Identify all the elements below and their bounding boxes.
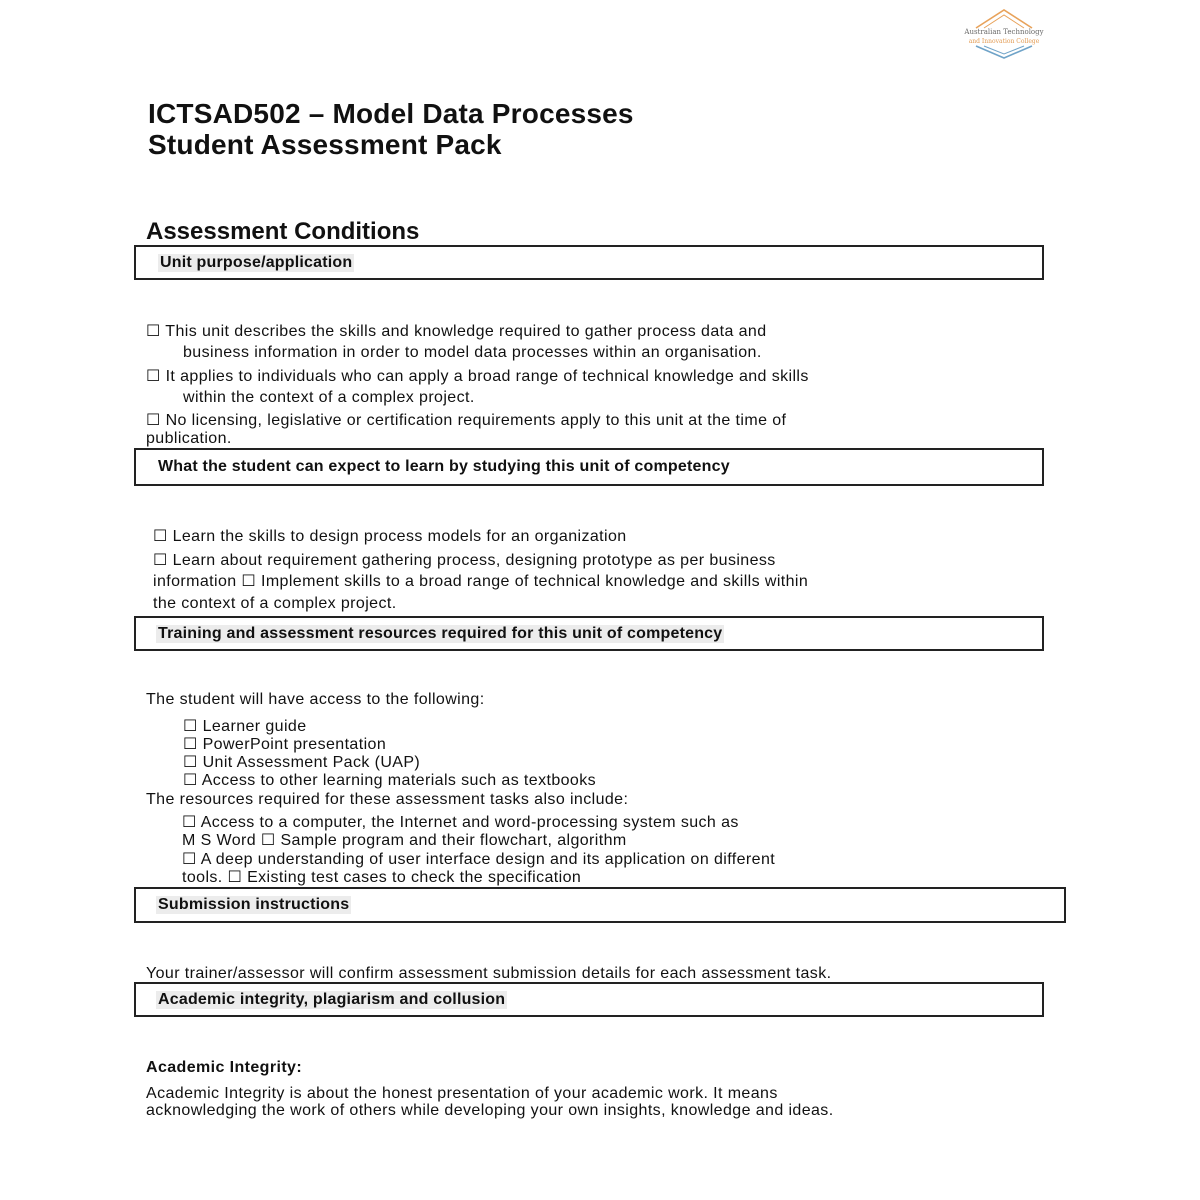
- list-item: ☐ A deep understanding of user interface design and its application on different: [182, 851, 776, 868]
- logo-text-secondary: and Innovation College: [968, 38, 1040, 45]
- list-item: M S Word ☐ Sample program and their flowchart, algorithm: [182, 832, 627, 849]
- unit-purpose-box: [134, 245, 1044, 280]
- list-item-continuation: within the context of a complex project.: [183, 389, 475, 406]
- assessment-conditions-heading: Assessment Conditions: [146, 218, 420, 245]
- list-item: ☐ Learn the skills to design process models for an organization: [153, 528, 627, 545]
- paragraph-line: acknowledging the work of others while developing your own insights, knowledge and ideas.: [146, 1102, 834, 1119]
- resources-box: [134, 616, 1044, 651]
- list-item: information ☐ Implement skills to a broad range of technical knowledge and skills within: [153, 573, 809, 590]
- resources-intro: The student will have access to the following:: [146, 691, 485, 708]
- document-subtitle: Student Assessment Pack: [148, 129, 502, 160]
- list-item: ☐ It applies to individuals who can apply a broad range of technical knowledge and skills: [146, 368, 809, 385]
- list-item: ☐ Learner guide: [183, 718, 307, 735]
- academic-integrity-label: Academic integrity, plagiarism and collusion: [158, 991, 506, 1008]
- academic-integrity-subheading: Academic Integrity:: [146, 1059, 303, 1076]
- submission-box: [134, 887, 1066, 923]
- college-logo: [948, 8, 1060, 60]
- list-item-continuation: business information in order to model data processes within an organisation.: [183, 344, 762, 361]
- resources-label: Training and assessment resources required for this unit of competency: [158, 625, 723, 642]
- list-item: ☐ Access to other learning materials such as textbooks: [183, 772, 597, 789]
- submission-text: Your trainer/assessor will confirm assessment submission details for each assessment task.: [146, 965, 832, 982]
- academic-integrity-box: [134, 982, 1044, 1017]
- unit-purpose-label: Unit purpose/application: [160, 254, 353, 271]
- list-item: ☐ Access to a computer, the Internet and word-processing system such as: [182, 814, 739, 831]
- resources-required-intro: The resources required for these assessment tasks also include:: [146, 791, 629, 808]
- list-item-continuation: publication.: [146, 430, 232, 447]
- list-item: ☐ Unit Assessment Pack (UAP): [183, 754, 421, 771]
- list-item: ☐ Learn about requirement gathering process, designing prototype as per business: [153, 552, 776, 569]
- expect-to-learn-label: What the student can expect to learn by studying this unit of competency: [158, 458, 730, 475]
- paragraph-line: Academic Integrity is about the honest presentation of your academic work. It means: [146, 1085, 778, 1102]
- list-item-continuation: the context of a complex project.: [153, 595, 397, 612]
- list-item: ☐ This unit describes the skills and knowledge required to gather process data and: [146, 323, 767, 340]
- list-item: ☐ No licensing, legislative or certification requirements apply to this unit at the time of: [146, 412, 787, 429]
- submission-label: Submission instructions: [158, 896, 350, 913]
- document-title: ICTSAD502 – Model Data Processes: [148, 98, 634, 129]
- list-item: ☐ PowerPoint presentation: [183, 736, 387, 753]
- list-item: tools. ☐ Existing test cases to check the specification: [182, 869, 582, 886]
- expect-to-learn-box: [134, 448, 1044, 486]
- logo-text-primary: Australian Technology: [964, 28, 1044, 36]
